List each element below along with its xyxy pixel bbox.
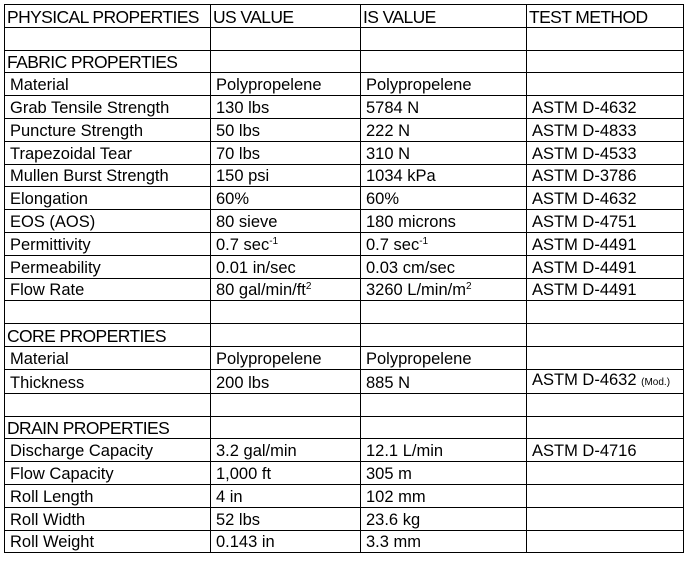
property-cell: Material: [5, 346, 211, 369]
us-value-cell: 130 lbs: [211, 96, 361, 119]
table-row: [5, 484, 684, 507]
is-value-superscript: -1: [419, 235, 429, 247]
table-row: [5, 255, 684, 278]
test-method-cell: [527, 369, 684, 393]
property-cell: Thickness: [5, 369, 211, 393]
header-us-value: US VALUE: [211, 5, 361, 28]
property-cell: Roll Length: [5, 484, 211, 507]
property-cell: Discharge Capacity: [5, 439, 211, 462]
table-row: [5, 346, 684, 369]
section-row-drain: [5, 416, 684, 439]
test-method-cell: [527, 73, 684, 96]
table-row: [5, 439, 684, 462]
table-row: [5, 210, 684, 233]
is-value-cell: [361, 232, 527, 255]
section-title-drain: DRAIN PROPERTIES: [5, 416, 211, 439]
is-value-cell: Polypropelene: [361, 346, 527, 369]
us-value-text: 80 gal/min/ft: [216, 281, 306, 300]
test-method-cell: [527, 462, 684, 485]
property-cell: Flow Rate: [5, 278, 211, 301]
is-value-cell: 305 m: [361, 462, 527, 485]
us-value-cell: 60%: [211, 187, 361, 210]
is-value-cell: 102 mm: [361, 484, 527, 507]
test-method-text: ASTM D-4632: [532, 370, 637, 389]
property-cell: Roll Width: [5, 507, 211, 530]
spacer-row: [5, 393, 684, 416]
is-value-superscript: 2: [465, 281, 472, 293]
property-cell: Permeability: [5, 255, 211, 278]
section-title-core: CORE PROPERTIES: [5, 324, 211, 347]
us-value-cell: 4 in: [211, 484, 361, 507]
table-row: [5, 187, 684, 210]
is-value-cell: 23.6 kg: [361, 507, 527, 530]
test-method-cell: [527, 346, 684, 369]
table-row: [5, 278, 684, 301]
us-value-cell: Polypropelene: [211, 73, 361, 96]
table-row: [5, 232, 684, 255]
section-title-fabric: FABRIC PROPERTIES: [5, 50, 211, 73]
test-method-cell: ASTM D-4491: [527, 232, 684, 255]
test-method-cell: ASTM D-4632: [527, 187, 684, 210]
test-method-cell: [527, 530, 684, 553]
test-method-note: (Mod.): [641, 376, 671, 388]
is-value-cell: 0.03 cm/sec: [361, 255, 527, 278]
test-method-cell: [527, 507, 684, 530]
table-row: [5, 73, 684, 96]
us-value-superscript: 2: [305, 281, 312, 293]
table-row: [5, 369, 684, 393]
is-value-cell: 5784 N: [361, 96, 527, 119]
property-cell: Puncture Strength: [5, 118, 211, 141]
table-row: [5, 507, 684, 530]
is-value-cell: [361, 278, 527, 301]
table-row: [5, 462, 684, 485]
us-value-cell: 70 lbs: [211, 141, 361, 164]
us-value-cell: 150 psi: [211, 164, 361, 187]
us-value-cell: 0.143 in: [211, 530, 361, 553]
us-value-cell: 3.2 gal/min: [211, 439, 361, 462]
test-method-cell: ASTM D-4632: [527, 96, 684, 119]
test-method-cell: ASTM D-4833: [527, 118, 684, 141]
properties-table: [4, 4, 684, 553]
property-cell: Elongation: [5, 187, 211, 210]
us-value-superscript: -1: [269, 235, 279, 247]
us-value-cell: 52 lbs: [211, 507, 361, 530]
header-physical-properties: PHYSICAL PROPERTIES: [5, 5, 211, 28]
us-value-cell: [211, 278, 361, 301]
is-value-cell: 222 N: [361, 118, 527, 141]
table-row: [5, 96, 684, 119]
us-value-cell: 50 lbs: [211, 118, 361, 141]
is-value-cell: 885 N: [361, 369, 527, 393]
test-method-cell: ASTM D-4716: [527, 439, 684, 462]
table-header-row: [5, 5, 684, 28]
property-cell: EOS (AOS): [5, 210, 211, 233]
property-cell: Material: [5, 73, 211, 96]
test-method-cell: ASTM D-4491: [527, 278, 684, 301]
is-value-cell: 3.3 mm: [361, 530, 527, 553]
table-row: [5, 118, 684, 141]
is-value-cell: 60%: [361, 187, 527, 210]
section-row-fabric: [5, 50, 684, 73]
header-test-method: TEST METHOD: [527, 5, 684, 28]
is-value-cell: 12.1 L/min: [361, 439, 527, 462]
us-value-cell: [211, 232, 361, 255]
table-row: [5, 164, 684, 187]
section-row-core: [5, 324, 684, 347]
property-cell: Grab Tensile Strength: [5, 96, 211, 119]
property-cell: Mullen Burst Strength: [5, 164, 211, 187]
test-method-cell: ASTM D-3786: [527, 164, 684, 187]
us-value-text: 0.7 sec: [216, 235, 270, 254]
is-value-cell: 1034 kPa: [361, 164, 527, 187]
table-row: [5, 141, 684, 164]
is-value-cell: 180 microns: [361, 210, 527, 233]
header-is-value: IS VALUE: [361, 5, 527, 28]
property-cell: Roll Weight: [5, 530, 211, 553]
test-method-cell: ASTM D-4751: [527, 210, 684, 233]
test-method-cell: ASTM D-4533: [527, 141, 684, 164]
table-row: [5, 530, 684, 553]
us-value-cell: 80 sieve: [211, 210, 361, 233]
property-cell: Flow Capacity: [5, 462, 211, 485]
property-cell: Trapezoidal Tear: [5, 141, 211, 164]
is-value-text: 3260 L/min/m: [366, 281, 466, 300]
is-value-cell: 310 N: [361, 141, 527, 164]
us-value-cell: 200 lbs: [211, 369, 361, 393]
us-value-cell: 1,000 ft: [211, 462, 361, 485]
test-method-cell: ASTM D-4491: [527, 255, 684, 278]
spacer-row: [5, 301, 684, 324]
property-cell: Permittivity: [5, 232, 211, 255]
is-value-cell: Polypropelene: [361, 73, 527, 96]
properties-table-wrapper: [4, 4, 684, 553]
spacer-row: [5, 27, 684, 50]
test-method-cell: [527, 484, 684, 507]
is-value-text: 0.7 sec: [366, 235, 420, 254]
us-value-cell: 0.01 in/sec: [211, 255, 361, 278]
us-value-cell: Polypropelene: [211, 346, 361, 369]
